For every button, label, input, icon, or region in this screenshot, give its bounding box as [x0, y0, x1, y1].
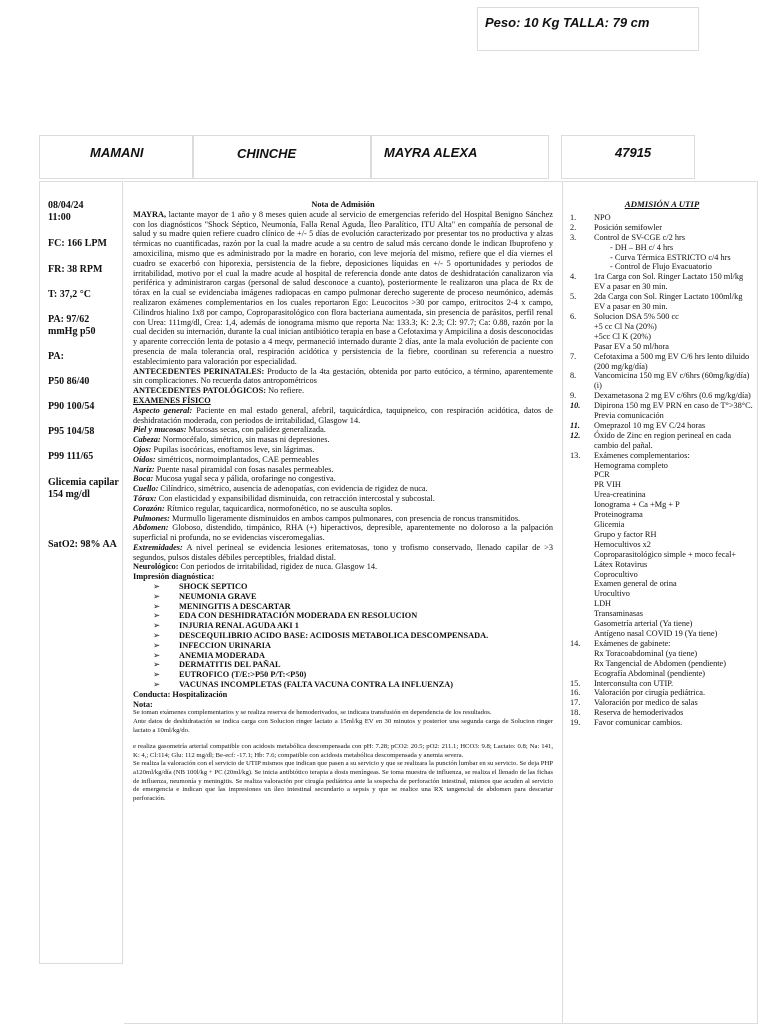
- exam-item-text: Mucosa yugal seca y pálida, orofaringe no congestiva.: [153, 474, 336, 484]
- exam-item-text: Globoso, distendido, timpánico, RHA (+) hiperactivos, depresible, aparentemente no doloroso a la palpación superficial ni profunda, no se evidencias visceromegalias.: [133, 523, 553, 543]
- order-item: [570, 391, 754, 401]
- order-line: Ecografía Abdominal (pendiente): [594, 668, 706, 678]
- exam-item-text: Pupilas isocóricas, enoftamos leve, sin lágrimas.: [151, 444, 315, 454]
- bp-p95: P95 104/58: [48, 426, 95, 437]
- order-line: Óxido de Zinc en region perineal en cada cambio del pañal.: [594, 430, 732, 450]
- order-line: LDH: [594, 599, 612, 609]
- exam-item-text: Paciente en mal estado general, afebril, taquicárdica, taquipneico, con respiración acidótica, datos de deshidratación moderada, con periodos de irritabilidad, Glasgow 14.: [133, 405, 553, 425]
- order-item: [570, 371, 754, 391]
- plan-heading: Conducta: Hospitalización: [133, 689, 228, 699]
- order-line: PR VIH: [594, 480, 621, 490]
- order-line: +5cc Cl K (20%): [594, 331, 651, 341]
- order-number: 18.: [570, 708, 581, 718]
- order-line: Hemocultivos x2: [594, 539, 651, 549]
- exam-item-text: Murmullo ligeramente disminuidos en ambos campos pulmonares, con presencia de roncus transmitidos.: [169, 513, 521, 523]
- order-item: [570, 431, 754, 451]
- diagnosis-item: ➢ EDA CON DESHIDRATACIÓN MODERADA EN RESOLUCION: [153, 611, 553, 621]
- order-item: [570, 421, 754, 431]
- exam-item-label: Cabeza:: [133, 435, 161, 445]
- order-number: 2.: [570, 222, 577, 232]
- admission-note-column: [124, 181, 562, 1024]
- order-line: Hemograma completo: [594, 460, 668, 470]
- exam-item-label: Cuello:: [133, 484, 159, 494]
- blood-pressure-percentile: mmHg p50: [48, 326, 96, 337]
- order-line: Valoración por cirugía pediátrica.: [594, 688, 706, 698]
- neuro-exam: [133, 562, 553, 572]
- order-line: Valoración por medico de salas: [594, 698, 698, 708]
- diagnosis-item: ➢ NEUMONIA GRAVE: [153, 592, 553, 602]
- order-line: Reserva de hemoderivados: [594, 708, 684, 718]
- order-number: 16.: [570, 688, 581, 698]
- note-paragraph: Se realiza la valoración con el servicio de UTIP mismos que indican que pasen a su servicio y que se realizara la punción lumbar en su servicio. Se deja PHP a120ml/kg/día (NB 100l/kg + PC (20ml/kg). Se inicia antibiótico terapia a dosis meníngeas. Se toma muestra de influenza, se realiza el llenado de las fichas de influenza, neumonía y meningitis. Se realiza valoración por cirugía pediátrica ante la sospecha de perforación intestinal, mismos que acuden al servicio de emergencia e indican que las impresiones un íleo intestinal secundario a sepsis y que se realice una RX tangencial de abdomen para descartar perforación.: [133, 760, 553, 802]
- bp-p99: P99 111/65: [48, 451, 94, 462]
- order-item: [570, 233, 754, 273]
- diagnosis-item: ➢ INFECCION URINARIA: [153, 641, 553, 651]
- order-number: 3.: [570, 232, 577, 242]
- order-line: Grupo y factor RH: [594, 529, 657, 539]
- order-line: Exámenes de gabinete:: [594, 638, 671, 648]
- order-line: Cefotaxima a 500 mg EV C/6 hrs lento diluido (200 mg/kg/día): [594, 351, 750, 371]
- bp-p90: P90 100/54: [48, 401, 95, 412]
- perinatal-history: [133, 367, 553, 387]
- order-line: Ionograma + Ca +Mg + P: [594, 500, 680, 510]
- order-item: [570, 352, 754, 372]
- oxygen-saturation: SatO2: 98% AA: [48, 539, 117, 550]
- order-line: Solucion DSA 5% 500 cc: [594, 311, 679, 321]
- exam-item-text: Con elasticidad y expansibilidad disminuida, con retracción intercostal y subcostal.: [156, 493, 435, 503]
- heart-rate: FC: 166 LPM: [48, 238, 107, 249]
- bp-reference-label: PA:: [48, 351, 64, 362]
- order-line: Exámenes complementarios:: [594, 450, 690, 460]
- note-paragraph: e realiza gasometría arterial compatible con acidosis metabólica descompensada con pH: 7.28; pCO2: 20.5; pO2: 211.1; HCO3: 9.8; Lactato: 0.8; Na: 141, K: 4,; Cl:114; Glu: 112 mg/dl; Be-ecf: -17.1; Hb: 7.6; compatible con acidosis metabólica descompensada y anemia severa.: [133, 743, 553, 759]
- exam-item: [133, 504, 553, 514]
- order-number: 15.: [570, 678, 581, 688]
- date: 08/04/24: [48, 200, 84, 211]
- order-item: [570, 401, 754, 421]
- exam-item-label: Piel y mucosas:: [133, 425, 187, 435]
- exam-item-label: Nariz:: [133, 464, 155, 474]
- order-number: 14.: [570, 638, 581, 648]
- order-line: Rx Tangencial de Abdomen (pendiente): [594, 658, 726, 668]
- temperature: T: 37,2 °C: [48, 289, 91, 300]
- order-item: [570, 688, 754, 698]
- surname-box: [39, 135, 193, 179]
- exam-item: [133, 474, 553, 484]
- exam-item: [133, 425, 553, 435]
- diagnosis-item: ➢ VACUNAS INCOMPLETAS (FALTA VACUNA CONTRA LA INFLUENZA): [153, 680, 553, 690]
- order-item: [570, 213, 754, 223]
- exam-item: [133, 465, 553, 475]
- utip-orders-column: [562, 181, 758, 1024]
- order-number: 13.: [570, 450, 581, 460]
- exam-item-label: Tórax:: [133, 493, 157, 503]
- diagnosis-item: ➢ DERMATITIS DEL PAÑAL: [153, 660, 553, 670]
- exam-item-label: Pulmones:: [133, 513, 170, 523]
- history-paragraph: [133, 210, 553, 367]
- exam-item-text: Mucosas secas, con palidez generalizada.: [186, 425, 326, 435]
- order-line: Gasometría arterial (Ya tiene): [594, 619, 693, 629]
- perinatal-text: Producto de la 4ta gestación, obtenida por parto eutócico, a término, aparentemente sin complicaciones. No recuerda datos antropométricos: [133, 366, 553, 386]
- order-number: 4.: [570, 272, 577, 282]
- order-item: [570, 708, 754, 718]
- note-paragraph: Ante datos de deshidratación se indica carga con Solucion ringer lactato a 15ml/kg EV en 30 minutos y posterior una segunda carga de Solucion ringer lactato a 10ml/kg/do.: [133, 718, 553, 734]
- order-line: Urea-creatinina: [594, 490, 646, 500]
- order-item: [570, 223, 754, 233]
- exam-item: [133, 514, 553, 524]
- order-number: 8.: [570, 371, 577, 381]
- order-line: Interconsulta con UTIP.: [594, 678, 674, 688]
- order-line: Urocultivo: [594, 589, 630, 599]
- notes-list: [133, 709, 553, 803]
- exam-item-text: Cilíndrico, simétrico, ausencia de adenopatías, con evidencia de rigidez de nuca.: [158, 484, 428, 494]
- order-line: Omeprazol 10 mg EV C/24 horas: [594, 420, 706, 430]
- order-line: Proteinograma: [594, 510, 643, 520]
- exam-item-label: Extremidades:: [133, 542, 183, 552]
- weight-height-label: Peso: 10 Kg TALLA: 79 cm: [485, 15, 650, 30]
- weight-height-box: [477, 7, 699, 51]
- order-line: Dexametasona 2 mg EV c/6hrs (0.6 mg/kg/día): [594, 391, 751, 401]
- note-title: Nota de Admisión: [311, 200, 375, 209]
- pathological-text: No refiere.: [266, 386, 305, 396]
- blood-pressure: PA: 97/62: [48, 314, 90, 325]
- exam-item-label: Corazón:: [133, 503, 165, 513]
- exam-item-label: Oídos:: [133, 454, 156, 464]
- exam-item-label: Abdomen:: [133, 523, 169, 533]
- order-item: [570, 718, 754, 728]
- time: 11:00: [48, 212, 71, 223]
- exam-item: [133, 445, 553, 455]
- order-line: Pasar EV a 50 ml/hora: [594, 341, 669, 351]
- diagnosis-item: ➢ ANEMIA MODERADA: [153, 651, 553, 661]
- exam-item-text: Puente nasal piramidal con fosas nasales permeables.: [154, 464, 334, 474]
- order-item: [570, 272, 754, 292]
- exam-item: [133, 543, 553, 563]
- order-line: Favor comunicar cambios.: [594, 718, 683, 728]
- neuro-label: Neurológico:: [133, 562, 179, 572]
- vitals-column: [39, 181, 123, 964]
- diagnosis-item: ➢ SHOCK SEPTICO: [153, 582, 553, 592]
- exam-item: [133, 484, 553, 494]
- given-names: MAYRA ALEXA: [384, 145, 478, 160]
- exam-item-label: Boca:: [133, 474, 154, 484]
- record-number-box: [561, 135, 695, 179]
- order-subline: - Curva Térmica ESTRICTO c/4 hrs: [610, 252, 731, 262]
- exam-item: [133, 455, 553, 465]
- surname-maternal-box: [193, 135, 371, 179]
- order-number: 19.: [570, 718, 581, 728]
- notes-heading: Nota:: [133, 699, 153, 709]
- exam-item: [133, 435, 553, 445]
- order-line: Coproparasitológico simple + moco fecal+: [594, 549, 737, 559]
- order-line: Vancomicina 150 mg EV c/6hrs (60mg/kg/día) (i): [594, 371, 750, 391]
- order-item: [570, 679, 754, 689]
- order-number: 10.: [570, 401, 581, 411]
- record-number: 47915: [615, 145, 652, 160]
- order-subline: - Control de Flujo Evacuatorio: [610, 262, 712, 272]
- order-line: NPO: [594, 212, 611, 222]
- orders-list: [570, 213, 754, 728]
- order-line: Coprocultivo: [594, 569, 638, 579]
- exam-item-text: Normocéfalo, simétrico, sin masas ni depresiones.: [160, 435, 330, 445]
- orders-title: ADMISIÓN A UTIP: [624, 199, 700, 209]
- diagnosis-item: ➢ INJURIA RENAL AGUDA AKI 1: [153, 621, 553, 631]
- order-number: 9.: [570, 391, 577, 401]
- order-line: PCR: [594, 470, 610, 480]
- exam-item-text: A nivel perineal se evidencia lesiones eritematosas, tono y trofismo conservado, llenado capilar de >3 segundos, pulsos distales débiles perceptibles, frialdad distal.: [133, 542, 553, 562]
- resp-rate: FR: 38 RPM: [48, 264, 103, 275]
- bp-p50: P50 86/40: [48, 376, 90, 387]
- diagnosis-heading: Impresión diagnóstica:: [133, 572, 215, 582]
- order-item: [570, 698, 754, 708]
- order-line: Transaminasas: [594, 609, 644, 619]
- order-line: 2da Carga con Sol. Ringer Lactato 100ml/kg EV a pasar en 30 min.: [594, 292, 743, 312]
- diagnosis-item: ➢ EUTROFICO (T/E:>P50 P/T:<P50): [153, 670, 553, 680]
- pathological-label: ANTECEDENTES PATOLÓGICOS:: [133, 386, 267, 396]
- order-line: +5 cc Cl Na (20%): [594, 321, 657, 331]
- exam-item-text: Rítmico regular, taquicardica, normofonético, no se ausculta soplos.: [164, 503, 393, 513]
- exam-item: [133, 406, 553, 426]
- history-text: lactante mayor de 1 año y 8 meses quien acude al servicio de emergencias referido del Hospital Benigno Sánchez con los diagnósticos "Shock Séptico, Neumonía, Falla Renal Aguda, Íleo Paralítico, ITU Alta" en compañía de personal de salud y su madre quien refiere cuadro clínico de +/- 5 días de evolución caracterizado por presentar tos no productiva y alzas térmicas no cuantificadas, razón por la cual la madre acude a su centro de salud más cercano donde le indican Ibuprofeno y amoxicilina, mismo que es administrado por la madre en horario, con leve mejoría del mismo, refiere que el día viernes el cuadro se exacerbó con hiporexia, persistencia de la fiebre, deposiciones líquidas en +/- 5 oportunidades y periodos de irritabilidad, motivo por el cual la madre acude al hospital de referencia donde ante datos de deshidratación canalizaron vía periférica y administraron cargas (personal de salud desconoce a cuanto), posteriormente le realizaron una placa de Rx de tórax en la cual se evidenciaba imágenes radiopacas en campo pulmonar derecho sugerente de proceso neumónico, además realizaron exámenes complementarios en los cuales reportaron Ego: Leucocitos >30 por campo, eritrocitos 2-4 x campo, Cilindros hialino 1x8 por campo, Coproparasitológico con flora bacteriana aumentada, sin presencia de parásitos, perfil renal con Urea: 111mg/dl, Crea: 1,4, además de ionograma mismo que reporta Na: 133.3; K: 2.3; Cl: 97.7; Ca: 0.88, razón por la cual deciden su internación, durante la cual inician antibiótico terapia en base a Cefotaxima y Ampicilina a dosis desconocidas y aparente corrección lenta de potasio a 4 meqv, permaneció internado durante 2 días, ante la mala evolución de paciente con presencia de mala tolerancia oral, respiración acidótica y persistencia de la fiebre, coordinan su referencia a nuestro establecimiento para valoración por especialidad.: [133, 209, 553, 366]
- diagnosis-item: ➢ DESCEQUILIBRIO ACIDO BASE: ACIDOSIS METABOLICA DESCOMPENSADA.: [153, 631, 553, 641]
- order-number: 17.: [570, 698, 581, 708]
- surname-maternal: CHINCHE: [237, 146, 297, 161]
- neuro-text: Con periodos de irritabilidad, rigidez de nuca. Glasgow 14.: [178, 562, 378, 572]
- order-number: 11.: [570, 420, 580, 430]
- order-number: 6.: [570, 311, 577, 321]
- given-names-box: [371, 135, 549, 179]
- note-paragraph: Se toman exámenes complementarios y se realiza reserva de hemoderivados, se indicara transfusión en dependencia de los resultados.: [133, 709, 492, 717]
- patient-name: MAYRA,: [133, 209, 167, 219]
- order-subline: - DH – BH c/ 4 hrs: [610, 242, 674, 252]
- capillary-glucose: Glicemia capilar 154 mg/dl: [48, 477, 119, 500]
- order-item: [570, 639, 754, 679]
- diagnosis-list: [133, 582, 553, 690]
- order-line: Control de SV-CGE c/2 hrs: [594, 232, 685, 242]
- order-item: [570, 451, 754, 639]
- physical-exam-list: [133, 406, 553, 563]
- perinatal-label: ANTECEDENTES PERINATALES:: [133, 366, 265, 376]
- exam-item-label: Ojos:: [133, 444, 152, 454]
- physical-exam-heading: EXAMENES FÍSICO: [133, 395, 211, 405]
- exam-item-label: Aspecto general:: [133, 405, 193, 415]
- order-number: 1.: [570, 212, 577, 222]
- order-line: Posición semifowler: [594, 222, 662, 232]
- surname-paternal: MAMANI: [90, 145, 144, 160]
- order-item: [570, 292, 754, 312]
- order-line: Látex Rotavirus: [594, 559, 648, 569]
- diagnosis-item: ➢ MENINGITIS A DESCARTAR: [153, 602, 553, 612]
- exam-item: [133, 494, 553, 504]
- order-number: 7.: [570, 351, 577, 361]
- order-line: 1ra Carga con Sol. Ringer Lactato 150 ml/kg EV a pasar en 30 min.: [594, 272, 744, 292]
- order-line: Dipirona 150 mg EV PRN en caso de T°>38°C. Previa comunicación: [594, 401, 753, 421]
- order-line: Glicemia: [594, 520, 625, 529]
- order-item: [570, 312, 754, 352]
- order-line: Antígeno nasal COVID 19 (Ya tiene): [594, 628, 718, 638]
- order-line: Rx Toracoabdominal (ya tiene): [594, 648, 698, 658]
- pathological-history: [133, 386, 553, 396]
- exam-item: [133, 523, 553, 543]
- order-number: 12.: [570, 430, 581, 440]
- order-number: 5.: [570, 292, 577, 302]
- order-line: Examen general de orina: [594, 579, 677, 589]
- exam-item-text: simétricos, normoimplantados, CAE permeables: [155, 454, 319, 464]
